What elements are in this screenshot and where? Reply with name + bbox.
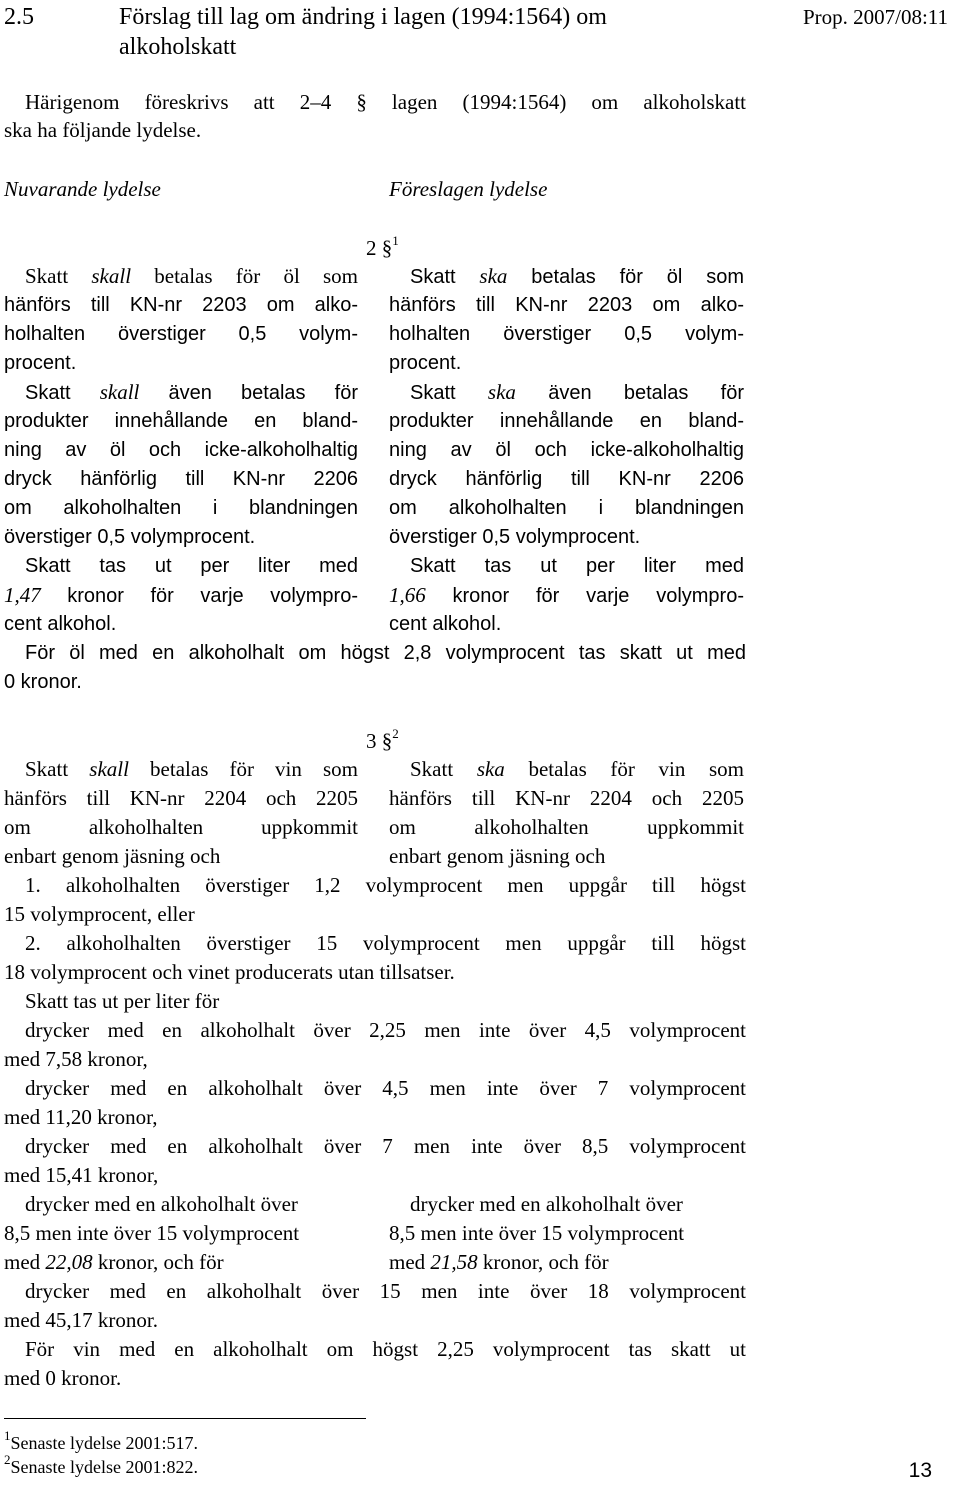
- s3-line: 18 volymprocent och vinet producerats utan tillsatser.: [4, 960, 455, 984]
- s3-left-line: om alkoholhalten uppkommit: [4, 815, 358, 839]
- s2-right-line: produkter innehållande en bland-: [389, 410, 744, 432]
- s3-right-line: hänförs till KN-nr 2204 och 2205: [389, 786, 744, 810]
- s3-line: drycker med en alkoholhalt över 7 men inte över 8,5 volymprocent: [25, 1134, 746, 1158]
- s2-left-line: om alkoholhalten i blandningen: [4, 497, 358, 519]
- s3-split-left-line: 8,5 men inte över 15 volymprocent: [4, 1221, 300, 1245]
- s3-line: med 0 kronor.: [4, 1366, 122, 1390]
- paragraph-number-2: 2 §$^1$: [366, 233, 399, 260]
- s2-left-line: överstiger 0,5 volymprocent.: [4, 526, 256, 548]
- intro-line2: ska ha följande lydelse.: [4, 118, 202, 142]
- s3-left-line: Skatt skall betalas för vin som: [25, 757, 358, 781]
- s3-right-line: om alkoholhalten uppkommit: [389, 815, 744, 839]
- s2-right-line: holhalten överstiger 0,5 volym-: [389, 323, 744, 345]
- s3-right-line: enbart genom jäsning och: [389, 844, 606, 868]
- s2-left-line: procent.: [4, 352, 77, 374]
- s3-line: med 7,58 kronor,: [4, 1047, 148, 1071]
- s3-split-left-line: drycker med en alkoholhalt över: [25, 1192, 298, 1216]
- s3-line: 15 volymprocent, eller: [4, 902, 195, 926]
- footnote-2: $^2$Senaste lydelse 2001:822.: [4, 1452, 198, 1477]
- s2-left-line: cent alkohol.: [4, 613, 117, 635]
- s2-left-line: holhalten överstiger 0,5 volym-: [4, 323, 358, 345]
- s3-split-right-line: 8,5 men inte över 15 volymprocent: [389, 1221, 685, 1245]
- s3-line: med 15,41 kronor,: [4, 1163, 159, 1187]
- s3-line: Skatt tas ut per liter för: [25, 989, 220, 1013]
- s2-right-line: överstiger 0,5 volymprocent.: [389, 526, 641, 548]
- paragraph-number-3: 3 §$^2$: [366, 726, 399, 753]
- s3-line: drycker med en alkoholhalt över 2,25 men inte över 4,5 volymprocent: [25, 1018, 746, 1042]
- s2-right-line: Skatt ska även betalas för: [410, 380, 744, 404]
- s2-left-line: ning av öl och icke-alkoholhaltig: [4, 439, 358, 461]
- section-title-line1: Förslag till lag om ändring i lagen (1994:1564) om: [119, 4, 607, 30]
- footnote-divider: [4, 1418, 366, 1419]
- footnote-1: $^1$Senaste lydelse 2001:517.: [4, 1428, 198, 1453]
- s2-left-line: Skatt skall även betalas för: [25, 380, 358, 404]
- s3-left-line: enbart genom jäsning och: [4, 844, 221, 868]
- column-header-current: Nuvarande lydelse: [4, 177, 161, 201]
- s2-left-line: 1,47 kronor för varje volympro-: [4, 583, 358, 607]
- s2-left-line: Skatt tas ut per liter med: [25, 555, 358, 577]
- s2-left-line: hänförs till KN-nr 2203 om alko-: [4, 294, 358, 316]
- s3-split-left-line: med 22,08 kronor, och för: [4, 1250, 224, 1274]
- document-reference: Prop. 2007/08:11: [802, 5, 948, 29]
- s3-line: med 11,20 kronor,: [4, 1105, 158, 1129]
- footnote-ref-2: 2: [392, 726, 399, 741]
- section-title-line2: alkoholskatt: [119, 34, 237, 60]
- s3-right-line: Skatt ska betalas för vin som: [410, 757, 744, 781]
- s3-line: För vin med en alkoholhalt om högst 2,25 volymprocent tas skatt ut: [25, 1337, 746, 1361]
- s3-line: 2. alkoholhalten överstiger 15 volymprocent men uppgår till högst: [25, 931, 746, 955]
- s2-common-line2: 0 kronor.: [4, 671, 82, 693]
- s2-left-line: produkter innehållande en bland-: [4, 410, 358, 432]
- s3-split-right-line: drycker med en alkoholhalt över: [410, 1192, 683, 1216]
- s2-right-line: hänförs till KN-nr 2203 om alko-: [389, 294, 744, 316]
- s2-right-line: om alkoholhalten i blandningen: [389, 497, 744, 519]
- s2-right-line: Skatt tas ut per liter med: [410, 555, 744, 577]
- s2-right-line: 1,66 kronor för varje volympro-: [389, 583, 744, 607]
- footnote-ref-1: 1: [392, 233, 399, 248]
- page-number: 13: [908, 1459, 932, 1482]
- s3-split-right-line: med 21,58 kronor, och för: [389, 1250, 609, 1274]
- s3-left-line: hänförs till KN-nr 2204 och 2205: [4, 786, 358, 810]
- s2-left-line: dryck hänförlig till KN-nr 2206: [4, 468, 358, 490]
- s2-left-line: Skatt skall betalas för öl som: [25, 264, 358, 288]
- s2-right-line: cent alkohol.: [389, 613, 502, 635]
- s3-line: 1. alkoholhalten överstiger 1,2 volymprocent men uppgår till högst: [25, 873, 746, 897]
- s2-right-line: ning av öl och icke-alkoholhaltig: [389, 439, 744, 461]
- section-number: 2.5: [4, 4, 34, 30]
- s2-common-line1: För öl med en alkoholhalt om högst 2,8 volymprocent tas skatt ut med: [25, 642, 746, 664]
- s3-line: drycker med en alkoholhalt över 15 men inte över 18 volymprocent: [25, 1279, 746, 1303]
- s3-line: med 45,17 kronor.: [4, 1308, 158, 1332]
- column-header-proposed: Föreslagen lydelse: [389, 177, 548, 201]
- intro-line1: Härigenom föreskrivs att 2–4 § lagen (1994:1564) om alkoholskatt: [25, 90, 746, 114]
- s2-right-line: procent.: [389, 352, 462, 374]
- s3-line: drycker med en alkoholhalt över 4,5 men inte över 7 volymprocent: [25, 1076, 746, 1100]
- s2-right-line: dryck hänförlig till KN-nr 2206: [389, 468, 744, 490]
- s2-right-line: Skatt ska betalas för öl som: [410, 264, 744, 288]
